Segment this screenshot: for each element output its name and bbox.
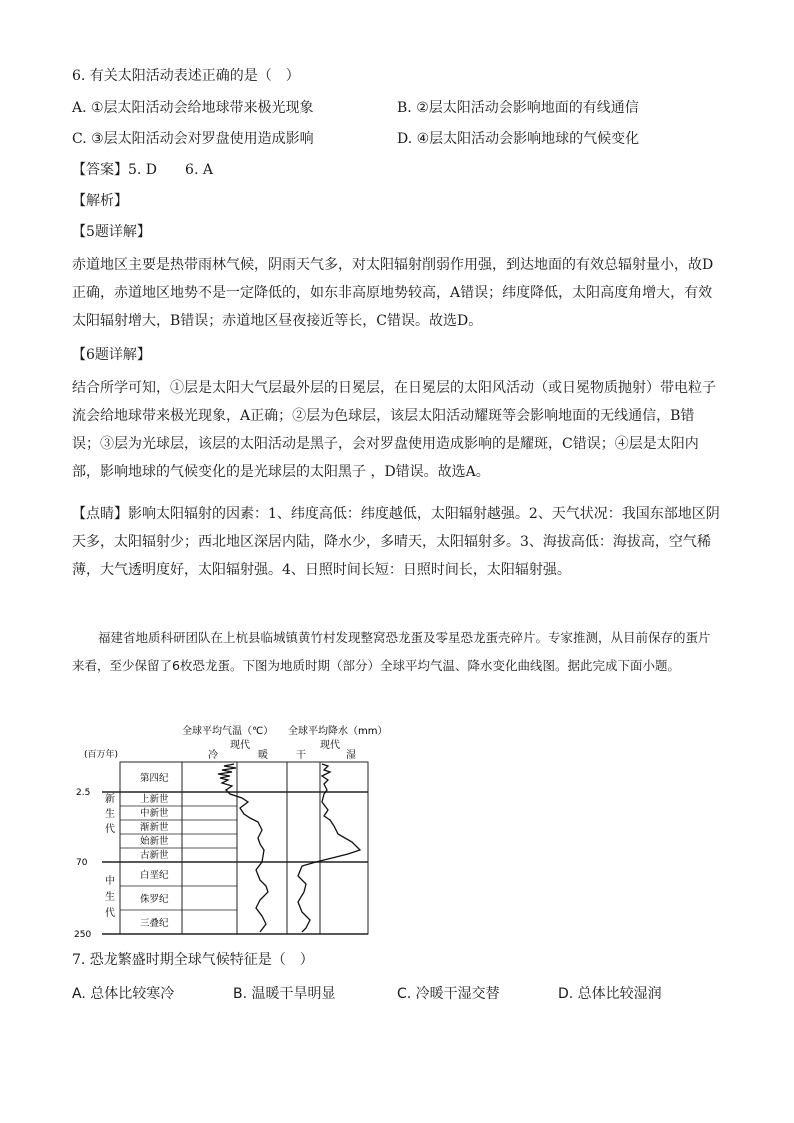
warm-label: 暖 [258, 750, 268, 761]
period-eocene: 始新世 [140, 836, 169, 847]
period-jurassic: 侏罗纪 [140, 894, 169, 905]
q6-option-c: C. ③层太阳活动会对罗盘使用造成影响 [72, 131, 314, 147]
q7-option-c: C. 冷暖干湿交替 [397, 986, 500, 1002]
era-cenozoic-1: 新 [105, 794, 115, 805]
analysis-label: 【解析】 [72, 193, 128, 209]
era-mesozoic-2: 生 [105, 892, 115, 903]
climate-curve-figure [72, 720, 402, 940]
period-paleocene: 古新世 [140, 850, 169, 861]
period-oligocene: 渐新世 [140, 822, 169, 833]
era-mesozoic-1: 中 [105, 876, 115, 887]
wet-label: 湿 [346, 750, 356, 761]
q5-detail-label: 【5题详解】 [72, 224, 151, 240]
dry-label: 干 [296, 750, 306, 761]
period-pliocene: 上新世 [140, 794, 169, 805]
precipitation-curve [298, 764, 360, 932]
q7-option-a: A. 总体比较寒冷 [72, 986, 175, 1002]
q6-detail-label: 【6题详解】 [72, 347, 151, 363]
era-mesozoic-3: 代 [105, 908, 115, 919]
q6-option-b: B. ②层太阳活动会影响地面的有线通信 [397, 100, 639, 116]
modern-label-temp: 现代 [230, 740, 250, 751]
tick-2-5: 2.5 [76, 788, 91, 798]
q6-option-a: A. ①层太阳活动会给地球带来极光现象 [72, 100, 314, 116]
q7-option-d: D. 总体比较湿润 [558, 986, 662, 1002]
precip-header: 全球平均降水（mm） [288, 726, 388, 737]
q6-stem: 6. 有关太阳活动表述正确的是（ ） [72, 68, 300, 84]
modern-label-precip: 现代 [320, 740, 340, 751]
era-cenozoic-3: 代 [105, 824, 115, 835]
q6-option-d: D. ④层太阳活动会影响地球的气候变化 [397, 131, 640, 147]
tip-text: 【点睛】影响太阳辐射的因素：1、纬度高低：纬度越低，太阳辐射越强。2、天气状况：我国东部地区阴天多，太阳辐射少；西北地区深居内陆，降水少，多晴天，太阳辐射多。3、海拔高低：海拔高，空气稀薄，大气透明度好，太阳辐射强。4、日照时间长短：日照时间长，太阳辐射强。 [72, 506, 720, 578]
material-text: 福建省地质科研团队在上杭县临城镇黄竹村发现整窝恐龙蛋及零星恐龙蛋壳碎片。专家推测，从目前保存的蛋片来看，至少保留了6枚恐龙蛋。下图为地质时期（部分）全球平均气温、降水变化曲线图。据此完成下面小题。 [72, 630, 711, 673]
unit-label: (百万年) [84, 750, 119, 760]
tick-70: 70 [76, 858, 88, 868]
period-triassic: 三叠纪 [140, 918, 169, 929]
period-miocene: 中新世 [140, 808, 169, 819]
q5-detail-text: 赤道地区主要是热带雨林气候，阴雨天气多，对太阳辐射削弱作用强，到达地面的有效总辐射量小，故D正确，赤道地区地势不是一定降低的，如东非高原地势较高，A错误；纬度降低，太阳高度角增大，有效太阳辐射增大，B错误；赤道地区昼夜接近等长，C错误。故选D。 [72, 257, 714, 329]
answer-line: 【答案】5. D 6. A [72, 162, 213, 178]
q6-detail-text: 结合所学可知，①层是太阳大气层最外层的日冕层，在日冕层的太阳风活动（或日冕物质抛射）带电粒子流会给地球带来极光现象，A正确；②层为色球层，该层太阳活动耀斑等会影响地面的无线通信，B错误；③层为光球层，该层的太阳活动是黑子，会对罗盘使用造成影响的是耀斑，C错误；④层是太阳内部，影响地球的气候变化的是光球层的太阳黑子 ，D错误。故选A。 [72, 380, 716, 480]
q7-option-b: B. 温暖干旱明显 [233, 986, 336, 1002]
period-quaternary: 第四纪 [140, 773, 169, 784]
cold-label: 冷 [208, 750, 218, 761]
q7-stem: 7. 恐龙繁盛时期全球气候特征是（ ） [72, 952, 314, 968]
period-cretaceous: 白垩纪 [140, 870, 169, 881]
tick-250: 250 [74, 930, 92, 940]
era-cenozoic-2: 生 [105, 809, 115, 820]
temp-header: 全球平均气温（℃） [182, 726, 274, 737]
